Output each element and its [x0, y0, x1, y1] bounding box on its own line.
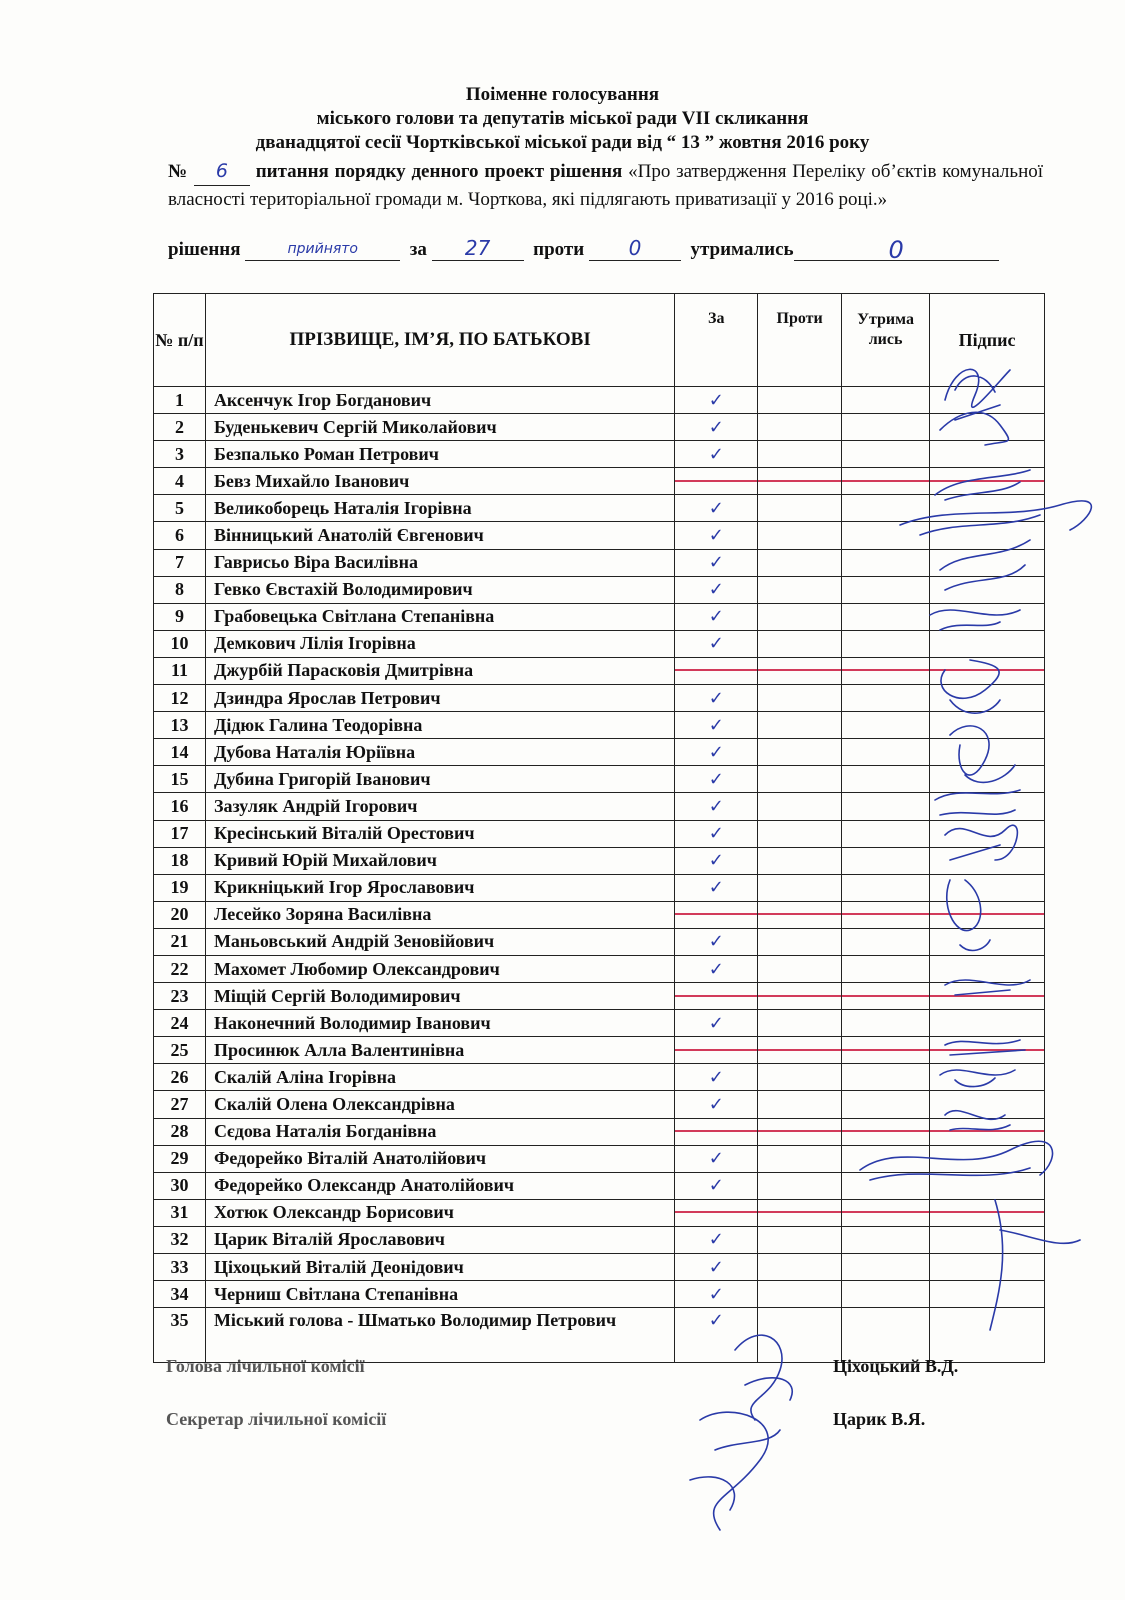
row-number: 5 [154, 495, 206, 522]
signature-12 [945, 980, 1030, 995]
row-number: 8 [154, 576, 206, 603]
member-name: Вінницький Анатолій Євгенович [205, 522, 674, 549]
member-name: Крикніцький Ігор Ярославович [205, 874, 674, 901]
vote-for-mark: ✓ [675, 1281, 758, 1308]
vote-for-mark: ✓ [675, 522, 758, 549]
member-name: Маньовський Андрій Зеновійович [205, 928, 674, 955]
member-name: Сєдова Наталія Богданівна [205, 1118, 674, 1145]
question-number: 6 [194, 158, 250, 186]
member-name: Буденькевич Сергій Миколайович [205, 414, 674, 441]
row-number: 23 [154, 983, 206, 1010]
member-name: Лесейко Зоряна Василівна [205, 901, 674, 928]
vote-for-mark: ✓ [675, 576, 758, 603]
member-name: Дубина Григорій Іванович [205, 766, 674, 793]
row-number: 20 [154, 901, 206, 928]
signature-4 [900, 501, 1091, 535]
row-number: 10 [154, 630, 206, 657]
decision-value: прийнято [245, 236, 400, 261]
row-number: 13 [154, 712, 206, 739]
row-number: 27 [154, 1091, 206, 1118]
member-name: Дідюк Галина Теодорівна [205, 712, 674, 739]
vote-for-mark: ✓ [675, 955, 758, 982]
member-name: Зазуляк Андрій Ігорович [205, 793, 674, 820]
row-number: 4 [154, 468, 206, 495]
member-name: Дзиндра Ярослав Петрович [205, 685, 674, 712]
member-name: Федорейко Олександр Анатолійович [205, 1172, 674, 1199]
row-number: 22 [154, 955, 206, 982]
header-num: № п/п [154, 294, 206, 387]
vote-for-mark: ✓ [675, 928, 758, 955]
member-name: Безпалько Роман Петрович [205, 441, 674, 468]
against-count: 0 [589, 236, 681, 261]
session-line: дванадцятої сесії Чортківської міської ради від “ 13 ” жовтня 2016 року [255, 132, 870, 153]
vote-for-mark: ✓ [675, 1308, 758, 1363]
member-name: Міський голова - Шматько Володимир Петрович [205, 1308, 674, 1363]
signature-6 [930, 610, 1020, 630]
row-number: 21 [154, 928, 206, 955]
signature-10 [945, 825, 1017, 860]
header-signature: Підпис [930, 294, 1045, 387]
signature-7 [941, 660, 1000, 713]
for-count: 27 [432, 236, 524, 261]
vote-for-mark: ✓ [675, 685, 758, 712]
signature-scribbles [690, 369, 1091, 1530]
row-number: 19 [154, 874, 206, 901]
member-name: Скалій Аліна Ігорівна [205, 1064, 674, 1091]
row-number: 11 [154, 657, 206, 684]
member-name: Федорейко Віталій Анатолійович [205, 1145, 674, 1172]
member-name: Махомет Любомир Олександрович [205, 955, 674, 982]
vote-for-mark: ✓ [675, 387, 758, 414]
row-number: 30 [154, 1172, 206, 1199]
secretary-name: Царик В.Я. [833, 1409, 926, 1429]
member-name: Гаврисьо Віра Василівна [205, 549, 674, 576]
row-number: 26 [154, 1064, 206, 1091]
row-number: 1 [154, 387, 206, 414]
row-number: 17 [154, 820, 206, 847]
vote-for-mark: ✓ [675, 1226, 758, 1253]
row-number: 29 [154, 1145, 206, 1172]
secretary-label: Секретар лічильної комісії [166, 1409, 387, 1429]
vote-for-mark: ✓ [675, 793, 758, 820]
member-name: Просинюк Алла Валентинівна [205, 1037, 674, 1064]
against-label: проти [533, 239, 585, 260]
vote-for-mark: ✓ [675, 1254, 758, 1281]
row-number: 33 [154, 1254, 206, 1281]
row-number: 18 [154, 847, 206, 874]
chair-label: Голова лічильної комісії [166, 1356, 365, 1376]
member-name: Джурбій Парасковія Дмитрівна [205, 657, 674, 684]
vote-for-mark: ✓ [675, 1145, 758, 1172]
row-number: 15 [154, 766, 206, 793]
member-name: Великоборець Наталія Ігорівна [205, 495, 674, 522]
vote-for-mark: ✓ [675, 495, 758, 522]
signature-8 [950, 726, 1015, 783]
member-name: Скалій Олена Олександрівна [205, 1091, 674, 1118]
row-number: 2 [154, 414, 206, 441]
member-name: Царик Віталій Ярославович [205, 1226, 674, 1253]
member-name: Демкович Лілія Ігорівна [205, 630, 674, 657]
member-name: Гевко Євстахій Володимирович [205, 576, 674, 603]
member-name: Ціхоцький Віталій Деонідович [205, 1254, 674, 1281]
footer-signature-1 [735, 1335, 792, 1420]
document-title: Поіменне голосування [465, 84, 660, 105]
signature-14 [940, 1070, 1015, 1087]
signature-9 [935, 790, 1020, 815]
row-number: 9 [154, 603, 206, 630]
question-number-label: № [168, 161, 189, 182]
member-name: Аксенчук Ігор Богданович [205, 387, 674, 414]
row-number: 24 [154, 1010, 206, 1037]
row-number: 7 [154, 549, 206, 576]
vote-for-mark: ✓ [675, 441, 758, 468]
vote-for-mark: ✓ [675, 603, 758, 630]
vote-for-mark: ✓ [675, 1064, 758, 1091]
signature-17 [990, 1200, 1080, 1330]
row-number: 32 [154, 1226, 206, 1253]
row-number: 6 [154, 522, 206, 549]
row-number: 34 [154, 1281, 206, 1308]
question-text: «Про затвердження Переліку об’єктів комунальної власності територіальної громади м. Чорткова, які підлягають приватизації у 2016 році.» [168, 161, 1044, 210]
vote-for-mark: ✓ [675, 820, 758, 847]
document-subtitle: міського голови та депутатів міської ради VII скликання [316, 108, 809, 129]
member-name: Грабовецька Світлана Степанівна [205, 603, 674, 630]
signature-15 [945, 1111, 1010, 1130]
header-against: Проти [758, 294, 842, 387]
member-name: Бевз Михайло Іванович [205, 468, 674, 495]
signature-3 [935, 470, 1030, 500]
chair-name: Ціхоцький В.Д. [833, 1356, 959, 1376]
abstain-count: 0 [794, 236, 999, 261]
member-name: Міщій Сергій Володимирович [205, 983, 674, 1010]
signature-13 [945, 1040, 1025, 1055]
signature-1 [945, 369, 1010, 407]
abstain-label: утримались [690, 239, 794, 260]
vote-for-mark: ✓ [675, 549, 758, 576]
vote-for-mark: ✓ [675, 874, 758, 901]
decision-label: рішення [168, 239, 241, 260]
signature-11 [947, 880, 990, 950]
header-abstain: Утрима лись [842, 294, 930, 387]
signature-2 [940, 405, 1008, 445]
vote-for-mark: ✓ [675, 739, 758, 766]
header-name: ПРІЗВИЩЕ, ІМ’Я, ПО БАТЬКОВІ [205, 294, 674, 387]
vote-for-mark: ✓ [675, 414, 758, 441]
vote-for-mark: ✓ [675, 1010, 758, 1037]
signature-5 [940, 540, 1030, 590]
vote-for-mark: ✓ [675, 847, 758, 874]
footer-signature-2 [690, 1412, 780, 1530]
vote-for-mark: ✓ [675, 1091, 758, 1118]
member-name: Наконечний Володимир Іванович [205, 1010, 674, 1037]
member-name: Хотюк Олександр Борисович [205, 1199, 674, 1226]
row-number: 25 [154, 1037, 206, 1064]
vote-for-mark: ✓ [675, 766, 758, 793]
member-name: Черниш Світлана Степанівна [205, 1281, 674, 1308]
row-number: 28 [154, 1118, 206, 1145]
for-label: за [409, 239, 427, 260]
member-name: Дубова Наталія Юріївна [205, 739, 674, 766]
signature-16 [860, 1141, 1052, 1180]
row-number: 3 [154, 441, 206, 468]
vote-for-mark: ✓ [675, 1172, 758, 1199]
member-name: Кривий Юрій Михайлович [205, 847, 674, 874]
row-number: 35 [154, 1308, 206, 1363]
row-number: 16 [154, 793, 206, 820]
row-number: 14 [154, 739, 206, 766]
vote-for-mark: ✓ [675, 712, 758, 739]
row-number: 12 [154, 685, 206, 712]
row-number: 31 [154, 1199, 206, 1226]
vote-for-mark: ✓ [675, 630, 758, 657]
header-for: За [675, 294, 758, 387]
question-intro: питання порядку денного проект рішення [255, 161, 623, 182]
member-name: Кресінський Віталій Орестович [205, 820, 674, 847]
